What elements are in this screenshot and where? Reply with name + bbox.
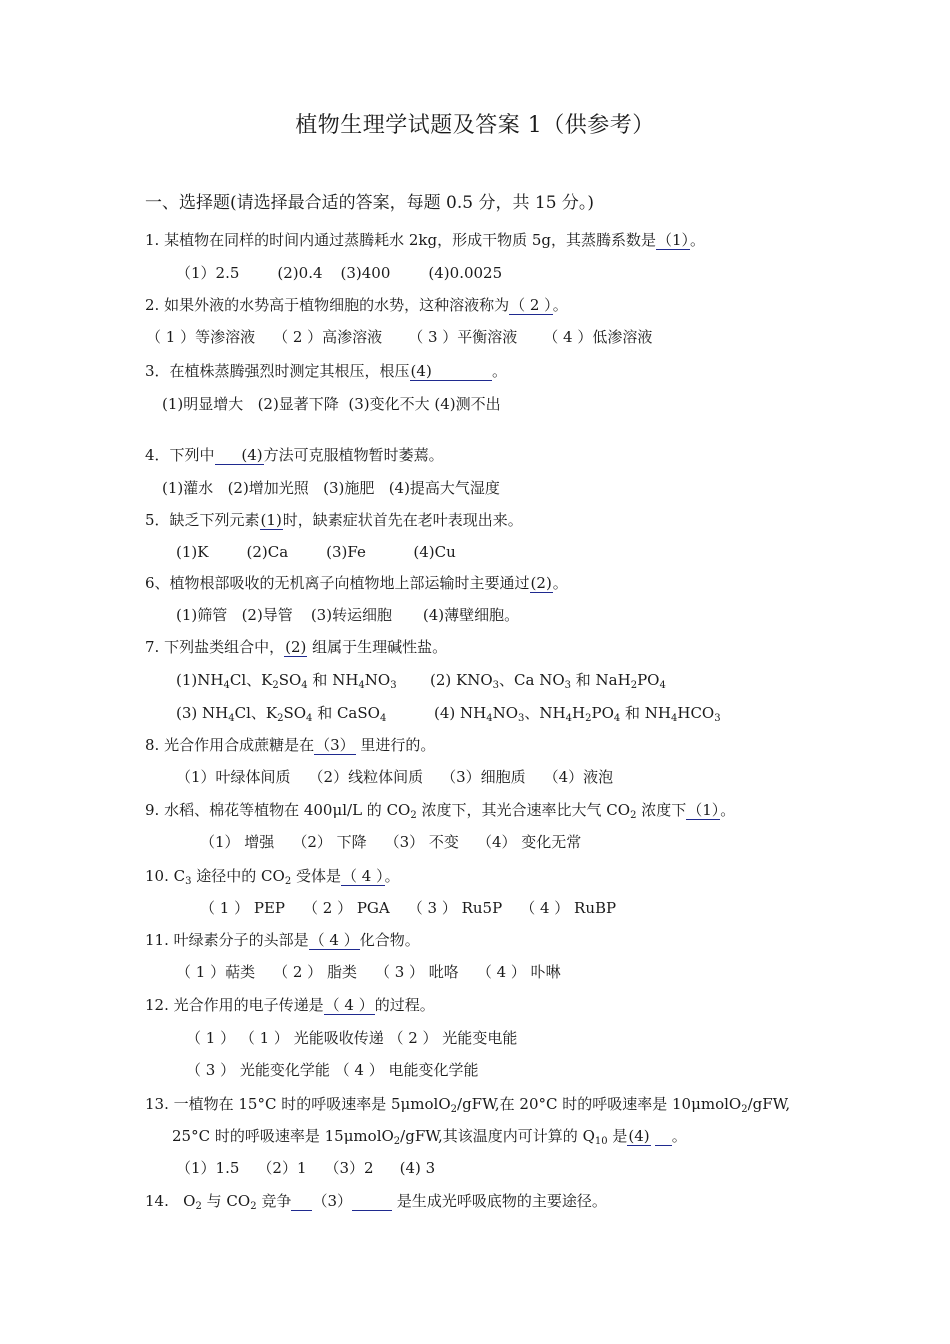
question-9: 9. 水稻、棉花等植物在 400μl/L 的 $CO_2$ 浓度下，其光合速率比大气 $CO_2$ 浓度下（1）。 — [145, 801, 736, 821]
options-10: （ 1 ） PEP （ 2 ） PGA （ 3 ） Ru5P （ 4 ） RuBP — [200, 899, 617, 917]
answer-blank: (4) — [410, 362, 432, 380]
answer-blank: （ 4 ） — [309, 931, 359, 949]
question-4: 4．下列中 (4)方法可克服植物暂时萎蔫。 — [145, 446, 444, 464]
section-heading: 一、选择题(请选择最合适的答案，每题 0.5 分，共 15 分。) — [145, 193, 595, 213]
options-7-line-2: (3) $NH_4Cl$、$K_2SO_4$ 和 CaSO$_4$ (4) $NH_4NO_3$、$NH_4H_2PO_4$ 和 $NH_4HCO_3$ — [176, 704, 721, 724]
question-2: 2. 如果外液的水势高于植物细胞的水势，这种溶液称为（ 2 ）。 — [145, 296, 568, 314]
question-14: 14. $O_2$ 与 $CO_2$ 竞争 （3） 是生成光呼吸底物的主要途径。 — [145, 1192, 607, 1212]
question-1: 1. 某植物在同样的时间内通过蒸腾耗水 2kg，形成干物质 5g，其蒸腾系数是（1）。 — [145, 231, 706, 249]
question-11: 11. 叶绿素分子的头部是（ 4 ）化合物。 — [145, 931, 420, 949]
options-7-line-1: $(1)NH_4Cl$、$K_2SO_4$ 和 $NH_4NO_3$ (2) $KNO_3$、Ca $NO_3$ 和 $NaH_2PO_4$ — [176, 671, 666, 691]
answer-blank: （ 2 ） — [510, 296, 552, 314]
question-7: 7. 下列盐类组合中，(2) 组属于生理碱性盐。 — [145, 638, 448, 656]
options-4: (1)灌水 (2)增加光照 (3)施肥 (4)提高大气湿度 — [162, 479, 500, 497]
answer-blank: （ 4 ） — [341, 867, 384, 885]
answer-blank: （3） — [315, 736, 355, 754]
options-9: （1） 增强 （2） 下降 （3） 不变 （4） 变化无常 — [200, 833, 582, 851]
options-5: (1)K (2)Ca (3)Fe (4)Cu — [176, 543, 456, 561]
options-3: (1)明显增大 (2)显著下降 (3)变化不大 (4)测不出 — [162, 395, 501, 413]
answer-blank: （1） — [687, 801, 720, 819]
options-8: （1）叶绿体间质 （2）线粒体间质 （3）细胞质 （4）液泡 — [176, 768, 614, 786]
options-13: （1）1.5 （2）1 （3）2 (4) 3 — [176, 1159, 436, 1177]
question-3: 3．在植株蒸腾强烈时测定其根压，根压(4) 。 — [145, 362, 508, 380]
options-2: （ 1 ）等渗溶液 （ 2 ）高渗溶液 （ 3 ）平衡溶液 （ 4 ）低渗溶液 — [146, 328, 653, 346]
answer-blank: （1） — [657, 231, 690, 249]
question-5: 5．缺乏下列元素(1)时，缺素症状首先在老叶表现出来。 — [145, 511, 523, 529]
answer-blank: (4) — [628, 1127, 650, 1145]
options-12-line-1: （ 1 ） （ 1 ） 光能吸收传递 （ 2 ） 光能变电能 — [186, 1029, 518, 1047]
options-11: （ 1 ）萜类 （ 2 ） 脂类 （ 3 ） 吡咯 （ 4 ） 卟啉 — [176, 963, 561, 981]
question-12: 12. 光合作用的电子传递是（ 4 ）的过程。 — [145, 996, 435, 1014]
question-13-line-1: 13. 一植物在 15°C 时的呼吸速率是 5μmolO$_2$/gFW,在 20°C 时的呼吸速率是 10μmolO$_2$/gFW, — [145, 1095, 791, 1115]
answer-blank: （3） — [312, 1192, 352, 1210]
answer-blank: (4) — [241, 446, 263, 464]
answer-blank: （ 4 ） — [324, 996, 374, 1014]
answer-blank: (2) — [285, 638, 307, 656]
answer-blank: (2) — [530, 574, 552, 592]
options-12-line-2: （ 3 ） 光能变化学能 （ 4 ） 电能变化学能 — [186, 1061, 479, 1079]
page-title: 植物生理学试题及答案 1（供参考） — [295, 113, 655, 138]
question-8: 8. 光合作用合成蔗糖是在（3） 里进行的。 — [145, 736, 436, 754]
question-13-line-2: 25°C 时的呼吸速率是 15μmolO$_2$/gFW,其该温度内可计算的 $Q_{10}$ 是(4) 。 — [172, 1127, 687, 1147]
answer-blank: (1) — [260, 511, 282, 529]
options-1: （1）2.5 (2)0.4 (3)400 (4)0.0025 — [176, 264, 503, 282]
question-10: 10. $C_3$ 途径中的 $CO_2$ 受体是（ 4 ）。 — [145, 867, 400, 887]
options-6: (1)筛管 (2)导管 (3)转运细胞 (4)薄壁细胞。 — [176, 606, 520, 624]
question-6: 6、植物根部吸收的无机离子向植物地上部运输时主要通过(2)。 — [145, 574, 568, 592]
